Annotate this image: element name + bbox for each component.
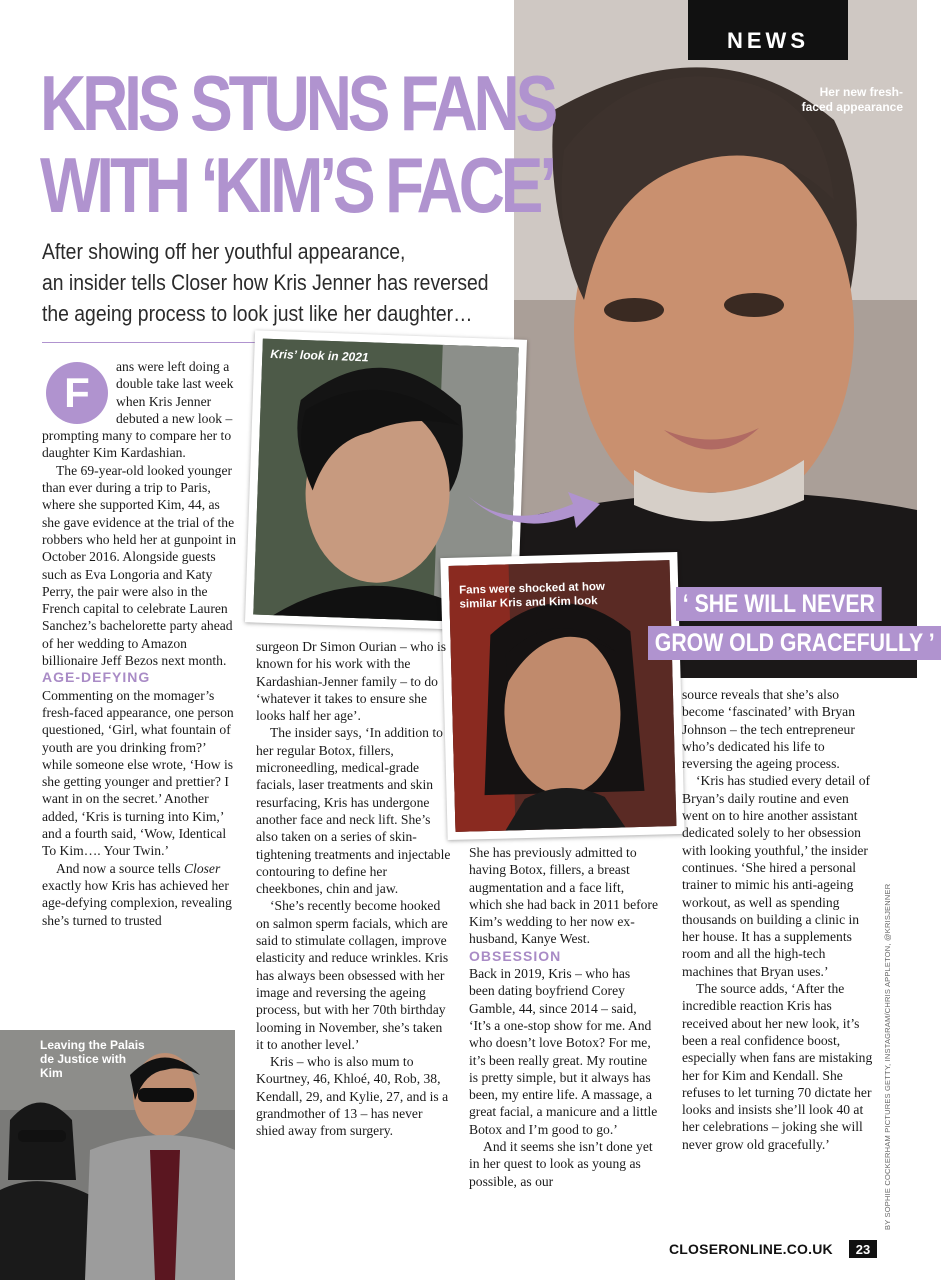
footer-site: CLOSERONLINE.CO.UK bbox=[669, 1241, 833, 1257]
article-column-3 bbox=[469, 844, 659, 1190]
divider bbox=[42, 342, 257, 343]
col4-para-2: ‘Kris has studied every detail of Bryan’s daily routine and even went on to hire another assistant dedicated solely to her obsession with looking youthful,’ the insider continues. ‘She hired a personal trainer to mimic his anti-ageing workout, as well as spending thousands on building a clinic in her house. It has a supplements room and all the high-tech machines that Bryan uses.’ bbox=[682, 773, 871, 979]
standfirst-line-1: After showing off her youthful appearance, bbox=[42, 239, 406, 264]
standfirst-line-2: an insider tells Closer how Kris Jenner has reversed bbox=[42, 270, 489, 295]
col2-para-2: The insider says, ‘In addition to her regular Botox, fillers, microneedling, medical-grade facials, laser treatments and skin resurfacing, Kris has undergone another face and neck lift. She’s also taken on a series of skin-tightening treatments and injectable contouring to define her cheekbones, chin and jaw. bbox=[256, 725, 451, 897]
col3-para-2: Back in 2019, Kris – who has been dating boyfriend Corey Gamble, 44, since 2014 – said, ‘It’s a one-stop show for me. And who doesn’t love Botox? For me, it’s been really great. My routine is pretty simple, but it always has been, my entire life. A massage, a great facial, a manicure and a little Botox and I’m good to go.’ bbox=[469, 966, 658, 1137]
page-number: 23 bbox=[849, 1240, 877, 1258]
quote-close-mark: ’ bbox=[928, 629, 935, 657]
arrow-icon bbox=[468, 476, 618, 536]
col1-para-2: The 69-year-old looked younger than ever during a trip to Paris, where she supported Kim, 44, as she gave evidence at the trial of the robbers who held her at gunpoint in October 2016. Alongside guests such as Eva Longoria and Katy Perry, the pair were also in the French capital to celebrate Lauren Sanchez’s bachelorette party ahead of her wedding to Amazon billionaire Jeff Bezos next month. bbox=[42, 462, 237, 669]
paris-photo-caption: Leaving the Palais de Justice with Kim bbox=[40, 1038, 145, 1080]
quote-open-mark: ‘ bbox=[682, 590, 689, 618]
article-column-2 bbox=[256, 638, 451, 1140]
pull-quote-line-1: ‘ SHE WILL NEVER bbox=[676, 587, 882, 621]
col2-para-1: surgeon Dr Simon Ourian – who is known for his work with the Kardashian-Jenner family – to do ‘whatever it takes to ensure she looks half her age’. bbox=[256, 639, 447, 724]
col1-para-3: Commenting on the momager’s fresh-faced appearance, one person questioned, ‘Girl, what fountain of youth are you drinking from?’ while someone else wrote, ‘How is she getting younger and prettier? I want in on the secret.’ Another added, ‘Kris is turning into Kim,’ and a fourth said, ‘Wow, Identical To Kim…. Your Twin.’ bbox=[42, 687, 234, 859]
headline-line-2: WITH ‘KIM’S FACE’ bbox=[40, 141, 554, 229]
standfirst-line-3: the ageing process to look just like her daughter… bbox=[42, 301, 473, 326]
photo-2021-caption: Kris’ look in 2021 bbox=[270, 346, 369, 365]
drop-cap: F bbox=[46, 362, 108, 424]
pull-quote-line-2: GROW OLD GRACEFULLY ’ bbox=[648, 626, 941, 660]
col4-para-3: The source adds, ‘After the incredible reaction Kris has received about her new look, it’s been a real confidence boost, especially when fans are mistaking her for Kim and Kendall. She refuses to let turning 70 dictate her looks and insists she’ll look 40 at her celebrations – joking she will never grow old gracefully.’ bbox=[682, 981, 873, 1152]
paris-photo bbox=[0, 1030, 235, 1280]
col1-para-4: And now a source tells Closer exactly how Kris has achieved her age-defying complexion, revealing she’s turned to trusted bbox=[42, 860, 232, 928]
headline-line-1: KRIS STUNS FANS bbox=[40, 59, 555, 147]
col2-para-4: Kris – who is also mum to Kourtney, 46, Khloé, 40, Rob, 38, Kendall, 29, and Kylie, 27, and is a grandmother of 13 – has never shied away from surgery. bbox=[256, 1054, 449, 1139]
kim-photo-frame bbox=[440, 552, 684, 840]
photo-credits: BY SOPHIE COCKERHAM PICTURES GETTY, INSTAGRAM/CHRIS APPLETON, @KRISJENNER bbox=[883, 883, 892, 1230]
section-label: NEWS bbox=[727, 28, 809, 53]
article-column-1 bbox=[42, 358, 237, 929]
article-column-4 bbox=[682, 686, 874, 1153]
subhead-age-defying: AGE-DEFYING bbox=[42, 669, 151, 686]
col3-para-3: And it seems she isn’t done yet in her quest to look as young as possible, as our bbox=[469, 1139, 653, 1189]
col4-para-1: source reveals that she’s also become ‘fascinated’ with Bryan Johnson – the tech entrepreneur who’s dedicated his life to reversing the ageing process. bbox=[682, 687, 855, 772]
main-photo-caption: Her new fresh-faced appearance bbox=[801, 85, 903, 114]
subhead-obsession: OBSESSION bbox=[469, 947, 562, 964]
col2-para-3: ‘She’s recently become hooked on salmon sperm facials, which are said to stimulate collagen, improve elasticity and reduce wrinkles. Kris has always been obsessed with her image and reversing the ageing process, but with her 70th birthday looming in November, she’s taken it to another level.’ bbox=[256, 898, 449, 1052]
section-tab bbox=[688, 0, 848, 60]
kim-photo-caption: Fans were shocked at how similar Kris and Kim look bbox=[459, 580, 606, 611]
col1-para-1: ans were left doing a double take last week when Kris Jenner debuted a new look – prompting many to compare her to daughter Kim Kardashian. bbox=[42, 359, 234, 461]
col3-para-1: She has previously admitted to having Botox, fillers, a breast augmentation and a face lift, which she had back in 2011 before Kim’s wedding to her now ex-husband, Kanye West. bbox=[469, 845, 658, 947]
